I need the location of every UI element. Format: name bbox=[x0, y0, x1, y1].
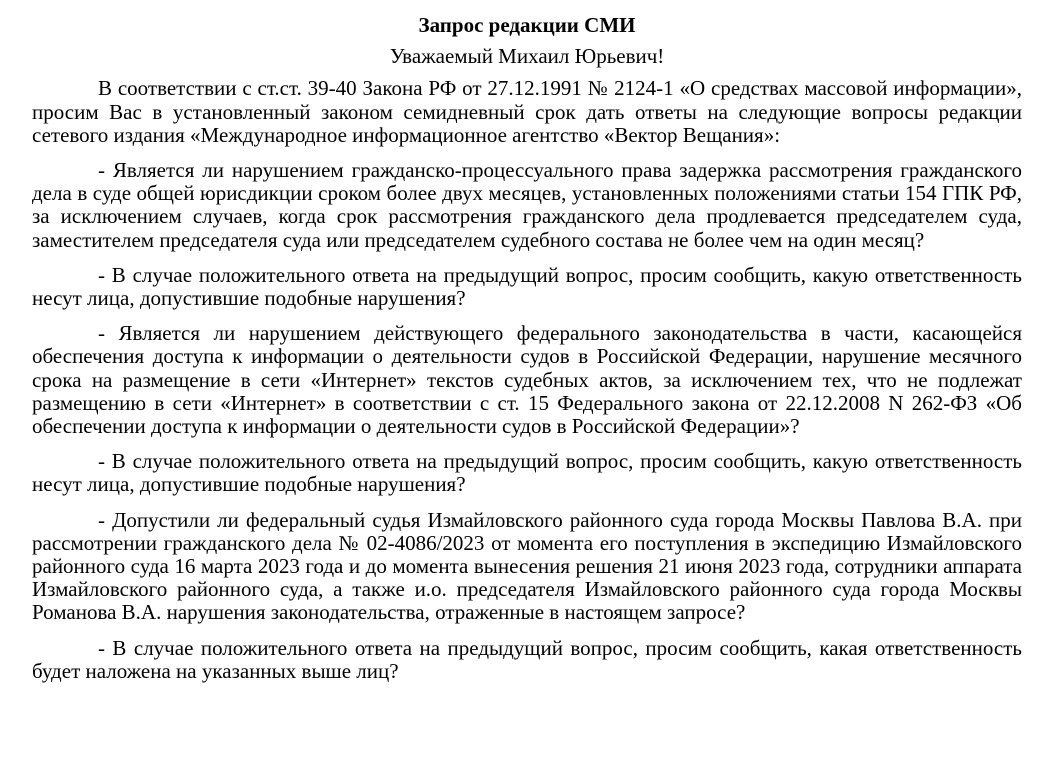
paragraph-question-4: - В случае положительного ответа на предыдущий вопрос, просим сообщить, какую ответственность несут лица, допустившие подобные нарушения? bbox=[32, 449, 1022, 497]
greeting: Уважаемый Михаил Юрьевич! bbox=[389, 44, 665, 69]
document-page bbox=[32, 4, 1022, 695]
paragraph-intro: В соответствии с ст.ст. 39-40 Закона РФ от 27.12.1991 № 2124-1 «О средствах массовой информации», просим Вас в установленный законом семидневный срок дать ответы на следующие вопросы редакции сетевого издания «Международное информационное агентство «Вектор Вещания»: bbox=[32, 76, 1022, 147]
paragraph-question-3: - Является ли нарушением действующего федерального законодательства в части, касающейся обеспечения доступа к информации о деятельности судов в Российской Федерации, нарушение месячного срока на размещение в сети «Интернет» текстов судебных актов, за исключением тех, что не подлежат размещению в сети «Интернет» в соответствии с ст. 15 Федерального закона от 22.12.2008 N 262-ФЗ «Об обеспечении доступа к информации о деятельности судов в Российской Федерации»? bbox=[32, 321, 1022, 439]
paragraph-question-6: - В случае положительного ответа на предыдущий вопрос, просим сообщить, какая ответственность будет наложена на указанных выше лиц? bbox=[32, 635, 1022, 683]
paragraph-question-5: - Допустили ли федеральный судья Измайловского районного суда города Москвы Павлова В.А. при рассмотрении гражданского дела № 02-4086/2023 от момента его поступления в экспедицию Измайловского районного суда 16 марта 2023 года и до момента вынесения решения 21 июня 2023 года, сотрудники аппарата Измайловского районного суда, а также и.о. председателя Измайловского районного суда города Москвы Романова В.А. нарушения законодательства, отраженные в настоящем запросе? bbox=[32, 507, 1022, 625]
paragraph-question-2: - В случае положительного ответа на предыдущий вопрос, просим сообщить, какую ответственность несут лица, допустившие подобные нарушения? bbox=[32, 262, 1022, 311]
document-title: Запрос редакции СМИ bbox=[418, 13, 636, 37]
paragraph-question-1: - Является ли нарушением гражданско-процессуального права задержка рассмотрения гражданского дела в суде общей юрисдикции сроком более двух месяцев, установленных положениями статьи 154 ГПК РФ, за исключением случаев, когда срок рассмотрения гражданского дела продлевается председателем суда, заместителем председателя суда или председателем судебного состава не более чем на один месяц? bbox=[32, 158, 1022, 252]
